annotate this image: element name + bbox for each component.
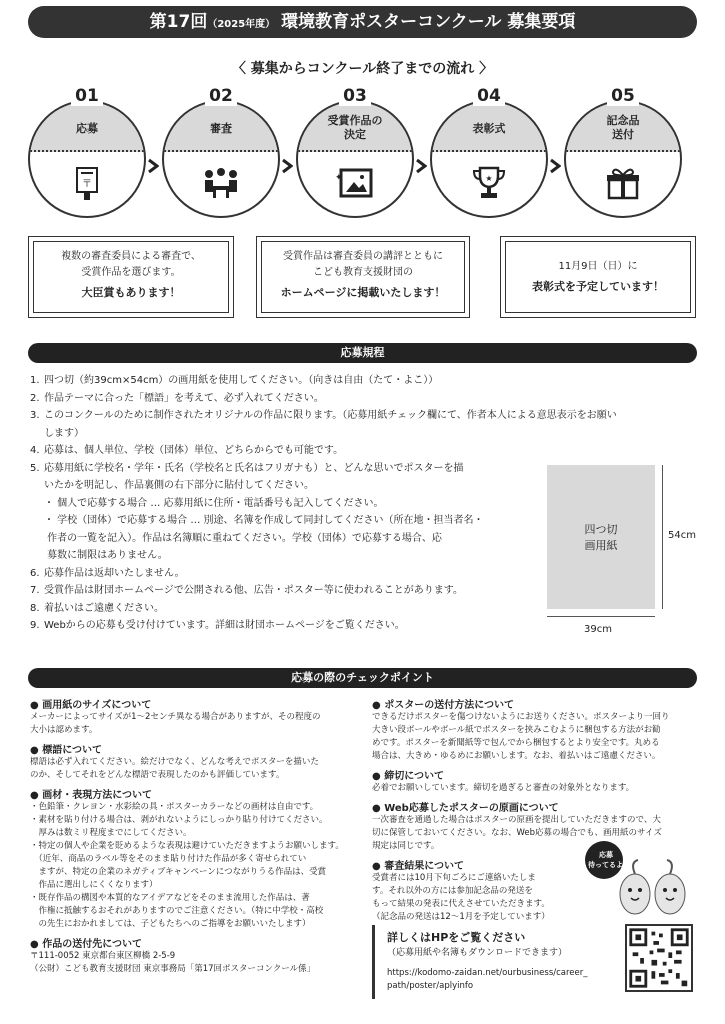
- rules-heading: 応募規程: [28, 343, 697, 363]
- hp-subtitle: （応募用紙や名簿もダウンロードできます）: [387, 948, 568, 958]
- check-section-heading: ● 締切について: [372, 771, 445, 782]
- arrow-right-icon: [549, 158, 561, 174]
- check-section-text: （近年、商品のラベル等をそのまま貼り付けた作品が多く寄せられてい: [30, 854, 307, 864]
- step-label: 表彰式: [472, 122, 506, 135]
- rule-item: 4. 応募は、個人単位、学校（団体）単位、どちらからでも可能です。: [30, 445, 344, 456]
- check-section-text: 大きい段ボールやボール紙でポスターを挟みこむように梱包する方法がお勧: [372, 725, 661, 735]
- check-section-heading: ● 審査結果について: [372, 861, 465, 872]
- check-section-heading: ● 標語について: [30, 745, 103, 756]
- rule-item: ・ 個人で応募する場合 … 応募用紙に住所・電話番号も記入してください。: [44, 497, 384, 509]
- step-number: 03: [296, 86, 414, 106]
- step-circle-1: [28, 100, 146, 218]
- hp-title: 詳しくはHPをご覧ください: [387, 931, 526, 944]
- page-title: [28, 6, 697, 38]
- check-section-text: もって結果の発表に代えさせていただきます。: [372, 899, 550, 909]
- step-label: 応募: [76, 122, 98, 135]
- note-highlight: ホームページに掲載いたします！: [280, 286, 446, 299]
- arrow-right-icon: [147, 158, 159, 174]
- step-label-2: 送付: [612, 128, 634, 141]
- step-number: 01: [28, 86, 146, 106]
- check-section-text: 〒111-0052 東京都台東区柳橋 2-5-9: [30, 951, 176, 961]
- title-year: （2025年度）: [207, 19, 276, 30]
- step-label-2: 決定: [344, 128, 366, 141]
- note-line: 複数の審査委員による審査で、: [61, 251, 201, 262]
- step-number: 04: [430, 86, 548, 106]
- check-section-text: （公財）こども教育支援財団 東京事務局「第17回ポスターコンクール係」: [30, 964, 316, 974]
- gift-icon: [603, 166, 643, 200]
- check-section-text: 大小は認めます。: [30, 725, 98, 735]
- hp-url-line2[interactable]: path/poster/aplyinfo: [387, 981, 474, 991]
- postbox-icon: [67, 166, 107, 200]
- paper-height-label: 54cm: [668, 530, 696, 541]
- note-box-ceremony: [500, 236, 696, 318]
- rule-item: 6. 応募作品は返却いたしません。: [30, 567, 185, 579]
- check-section-text: ・色鉛筆・クレヨン・水彩絵の具・ポスターカラーなどの画材は自由です。: [30, 802, 319, 812]
- height-dimension-line: [662, 465, 663, 609]
- check-section-text: の先生におかれましては、子どもたちへのご指導をお願いいたします）: [30, 919, 311, 929]
- rule-item: 5. 応募用紙に学校名・学年・氏名（学校名と氏名はフリガナも）と、どんな思いでポスターを描: [30, 462, 464, 474]
- check-section-text: 一次審査を通過した場合はポスターの原画を提出していただきますので、大: [372, 815, 661, 825]
- rule-item: 8. 着払いはご遠慮ください。: [30, 602, 164, 614]
- check-section-heading: ● 画材・表現方法について: [30, 790, 153, 801]
- svg-text:〒: 〒: [82, 179, 92, 190]
- qr-code-icon[interactable]: [625, 924, 693, 992]
- check-section-text: 受賞者には10月下旬ごろにご連絡いたしま: [372, 873, 536, 883]
- note-highlight: 表彰式を予定しています！: [532, 280, 664, 293]
- step-label: 受賞作品の: [327, 114, 383, 127]
- check-section-text: 規定は同じです。: [372, 841, 440, 851]
- check-section-text: 切に保管しておいてください。なお、Web応募の場合でも、画用紙のサイズ: [372, 828, 662, 838]
- note-line: 受賞作品は審査委員の講評とともに: [283, 251, 443, 262]
- paper-label: 四つ切 画用紙: [584, 523, 618, 552]
- check-section-text: メーカーによってサイズが1～2センチ異なる場合がありますが、その程度の: [30, 712, 321, 722]
- rule-item: 3. このコンクールのために制作されたオリジナルの作品に限ります。（応募用紙チェック欄にて、作者本人による意思表示をお願い: [30, 410, 617, 421]
- step-circle-2: [162, 100, 280, 218]
- note-box-judging: [28, 236, 234, 318]
- note-line: 11月9日（日）に: [558, 261, 638, 272]
- mascot-speech: 応募 待ってるよ！: [588, 851, 630, 869]
- check-section-text: のか、そしてそれをどんな標語で表現したのかも評価しています。: [30, 770, 285, 780]
- trophy-icon: [469, 166, 509, 200]
- step-circle-4: [430, 100, 548, 218]
- hp-url-line1[interactable]: https://kodomo-zaidan.net/ourbusiness/career_: [387, 968, 588, 978]
- rule-item: 7. 受賞作品は財団ホームページで公開される他、広告・ポスター等に使われることがあります。: [30, 585, 463, 596]
- check-section-heading: ● 作品の送付先について: [30, 939, 143, 950]
- step-label: 記念品: [606, 114, 640, 127]
- rule-item: いたかを明記し、作品裏側の右下部分に貼付してください。: [44, 480, 314, 491]
- step-circle-3: [296, 100, 414, 218]
- rule-item: 作者の一覧を記入）。作品は名簿順に重ねてください。学校（団体）で応募する場合、応: [44, 532, 442, 544]
- check-section-text: ますが、特定の企業のネガティブキャンペーンにつながりうる作品は、受賞: [30, 867, 327, 877]
- check-section-text: 標語は必ず入れてください。絵だけでなく、どんな考えでポスターを描いた: [30, 757, 319, 767]
- check-section-text: 作品に選出しにくくなります）: [30, 880, 158, 890]
- title-main: 環境教育ポスターコンクール 募集要項: [281, 12, 576, 32]
- check-section-heading: ● 画用紙のサイズについて: [30, 700, 152, 711]
- rule-item: ・ 学校（団体）で応募する場合 … 別途、名簿を作成して同封してください（所在地・担当者名・: [44, 515, 484, 526]
- check-section-text: ・特定の個人や企業を貶めるような表現は避けていただきますようお願いします。: [30, 841, 344, 851]
- framed-picture-icon: [335, 166, 375, 200]
- check-section-heading: ● Web応募したポスターの原画について: [372, 803, 559, 814]
- note-line: 受賞作品を選びます。: [81, 267, 181, 278]
- svg-text:★: ★: [485, 174, 493, 183]
- check-section-text: す。それ以外の方には参加記念品の発送を: [372, 886, 533, 896]
- check-section-text: できるだけポスターを傷つけないようにお送りください。ポスターより一回り: [372, 712, 670, 722]
- width-dimension-line: [547, 616, 655, 617]
- step-circle-5: [564, 100, 682, 218]
- note-box-website: [256, 236, 470, 318]
- step-number: 02: [162, 86, 280, 106]
- arrow-right-icon: [415, 158, 427, 174]
- arrow-right-icon: [281, 158, 293, 174]
- hp-box: [372, 925, 618, 999]
- meeting-icon: [201, 166, 241, 200]
- check-section-text: ・素材を貼り付ける場合は、剥がれないようにしっかり貼り付けてください。: [30, 815, 328, 825]
- rule-item: します）: [44, 427, 84, 439]
- title-prefix: 第17回: [149, 12, 208, 32]
- check-heading: 応募の際のチェックポイント: [28, 668, 697, 688]
- check-section-text: 厚みは数ミリ程度までにしてください。: [30, 828, 192, 838]
- svg-text:✦: ✦: [335, 173, 343, 183]
- rule-item: 1. 四つ切（約39cm×54cm）の画用紙を使用してください。（向きは自由（たて・よこ））: [30, 375, 439, 386]
- check-section-text: めです。ポスターを新聞紙等で包んでから梱包するとより安全です。丸める: [372, 738, 660, 748]
- flow-heading: 〈 募集からコンクール終了までの流れ 〉: [231, 61, 494, 77]
- step-label: 審査: [210, 122, 232, 135]
- rule-item: 募数に制限はありません。: [44, 550, 168, 561]
- rule-item: 9. Webからの応募も受け付けています。詳細は財団ホームページをご覧ください。: [30, 620, 405, 631]
- check-section-heading: ● ポスターの送付方法について: [372, 700, 515, 711]
- check-section-text: ・既存作品の構図や本質的なアイデアなどをそのまま流用した作品は、著: [30, 893, 310, 903]
- check-section-text: 必着でお願いしています。締切を過ぎると審査の対象外となります。: [372, 783, 635, 793]
- paper-width-label: 39cm: [584, 624, 612, 635]
- check-section-text: 場合は、大きめ・ゆるめにお願いします。なお、着払いはご遠慮ください。: [372, 751, 661, 761]
- step-number: 05: [564, 86, 682, 106]
- note-highlight: 大臣賞もあります！: [81, 286, 181, 299]
- note-line: こども教育支援財団の: [313, 267, 413, 278]
- check-section-text: 作権に抵触するおそれがありますのでご注意ください。（特に中学校・高校: [30, 906, 324, 916]
- check-section-text: （記念品の発送は12～1月を予定しています）: [372, 912, 550, 922]
- rule-item: 2. 作品テーマに合った「標語」を考えて、必ず入れてください。: [30, 392, 324, 404]
